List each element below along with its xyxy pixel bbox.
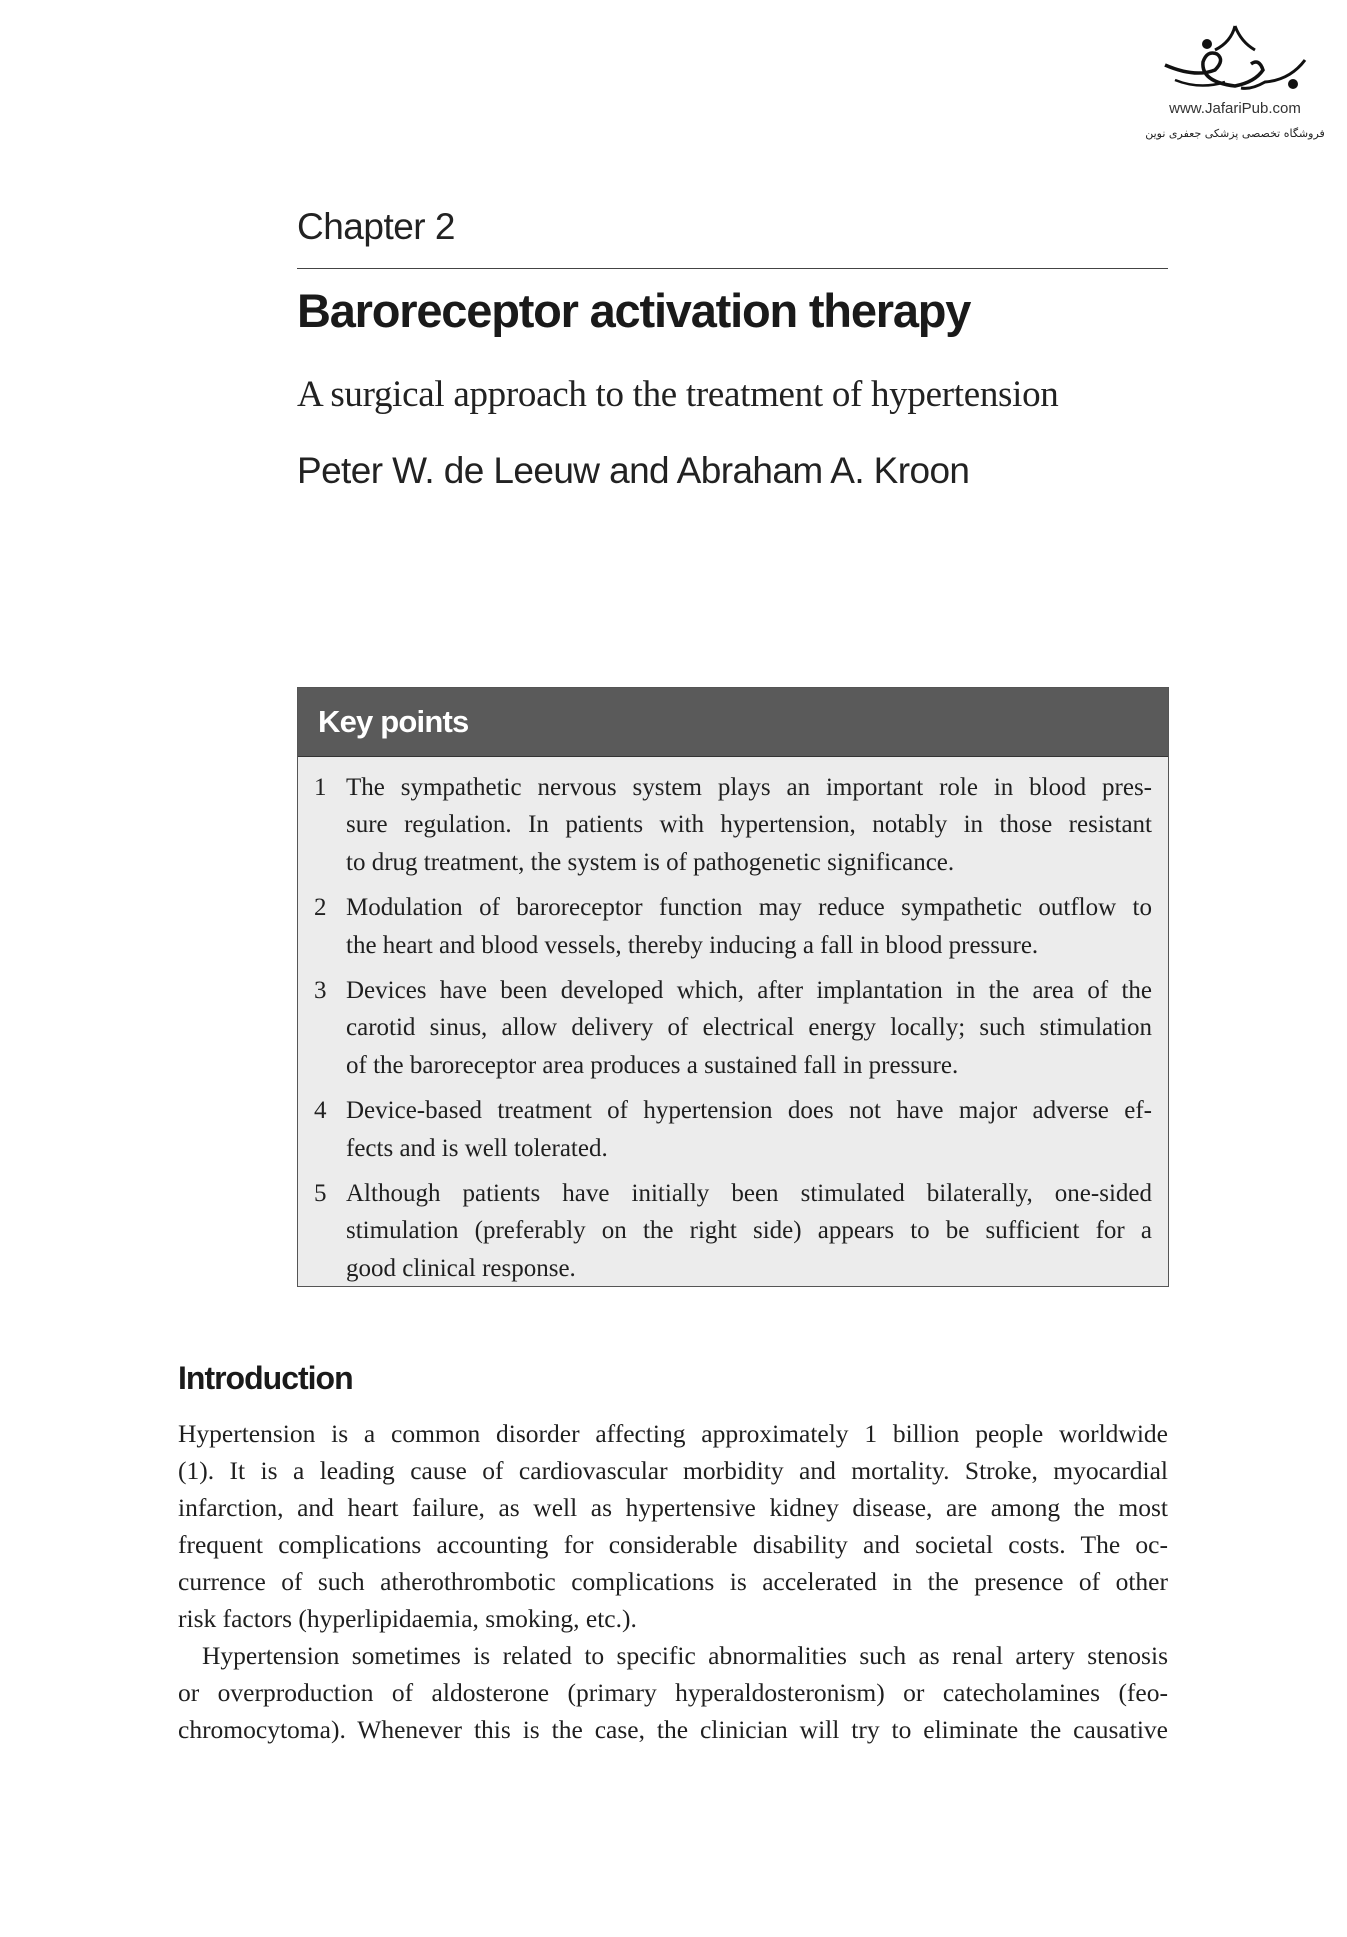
text-line: to drug treatment, the system is of pathogenetic significance.	[346, 848, 955, 876]
text-line: Hypertension sometimes is related to specific abnormalities such as renal artery stenosis	[202, 1641, 1168, 1670]
key-point-text	[346, 889, 1152, 964]
paragraph	[178, 1637, 1168, 1748]
text-line: Modulation of baroreceptor function may reduce sympathetic outflow to	[346, 894, 1152, 922]
introduction-body	[178, 1415, 1168, 1748]
chapter-label: Chapter 2	[297, 206, 455, 247]
key-points-list	[298, 757, 1168, 1287]
text-line: of the baroreceptor area produces a sustained fall in pressure.	[346, 1051, 959, 1079]
text-line: Devices have been developed which, after implantation in the area of the	[346, 977, 1152, 1005]
text-line: infarction, and heart failure, as well as hypertensive kidney disease, are among the most	[178, 1493, 1168, 1522]
publisher-url: www.JafariPub.com	[1169, 100, 1301, 117]
key-point-number: 2	[314, 894, 327, 922]
key-point-item	[314, 769, 1152, 881]
text-line: frequent complications accounting for considerable disability and societal costs. The oc-	[178, 1530, 1168, 1559]
chapter-rule	[297, 268, 1168, 269]
text-line: chromocytoma). Whenever this is the case, the clinician will try to eliminate the causative	[178, 1715, 1168, 1744]
text-line: fects and is well tolerated.	[346, 1134, 608, 1162]
key-point-number: 4	[314, 1097, 327, 1125]
key-point-text	[346, 769, 1152, 881]
key-point-item	[314, 889, 1152, 964]
text-line: (1). It is a leading cause of cardiovascular morbidity and mortality. Stroke, myocardial	[178, 1456, 1168, 1485]
introduction-heading: Introduction	[178, 1360, 353, 1396]
text-line: carotid sinus, allow delivery of electrical energy locally; such stimulation	[346, 1014, 1152, 1042]
text-line: the heart and blood vessels, thereby inducing a fall in blood pressure.	[346, 931, 1039, 959]
text-line: The sympathetic nervous system plays an important role in blood pres-	[346, 774, 1152, 801]
text-line: Although patients have initially been stimulated bilaterally, one-sided	[346, 1180, 1152, 1208]
publisher-logo	[1120, 20, 1347, 160]
chapter-subtitle: A surgical approach to the treatment of hypertension	[297, 374, 1059, 415]
text-line: sure regulation. In patients with hypertension, notably in those resistant	[346, 811, 1152, 839]
key-point-item	[314, 1092, 1152, 1167]
jafari-logo-icon	[1155, 20, 1315, 100]
key-point-number: 3	[314, 977, 327, 1005]
key-point-text	[346, 972, 1152, 1084]
chapter-title: Baroreceptor activation therapy	[297, 284, 971, 337]
key-point-number: 5	[314, 1180, 327, 1208]
key-points-heading: Key points	[298, 688, 1168, 757]
paragraph	[178, 1415, 1168, 1637]
key-point-text	[346, 1175, 1152, 1287]
key-points-box	[297, 687, 1169, 1287]
text-line: stimulation (preferably on the right side) appears to be sufficient for a	[346, 1217, 1152, 1245]
text-line: currence of such atherothrombotic complications is accelerated in the presence of other	[178, 1567, 1168, 1596]
key-point-item	[314, 1175, 1152, 1287]
key-point-item	[314, 972, 1152, 1084]
text-line: or overproduction of aldosterone (primary hyperaldosteronism) or catecholamines (feo-	[178, 1678, 1168, 1707]
text-line: good clinical response.	[346, 1254, 576, 1282]
key-point-text	[346, 1092, 1152, 1167]
key-point-number: 1	[314, 774, 327, 801]
publisher-tagline: فروشگاه تخصصی پزشکی جعفری نوین	[1145, 127, 1325, 140]
text-line: risk factors (hyperlipidaemia, smoking, etc.).	[178, 1604, 637, 1633]
chapter-authors: Peter W. de Leeuw and Abraham A. Kroon	[297, 450, 970, 491]
text-line: Hypertension is a common disorder affecting approximately 1 billion people worldwide	[178, 1419, 1168, 1448]
text-line: Device-based treatment of hypertension does not have major adverse ef-	[346, 1097, 1152, 1125]
